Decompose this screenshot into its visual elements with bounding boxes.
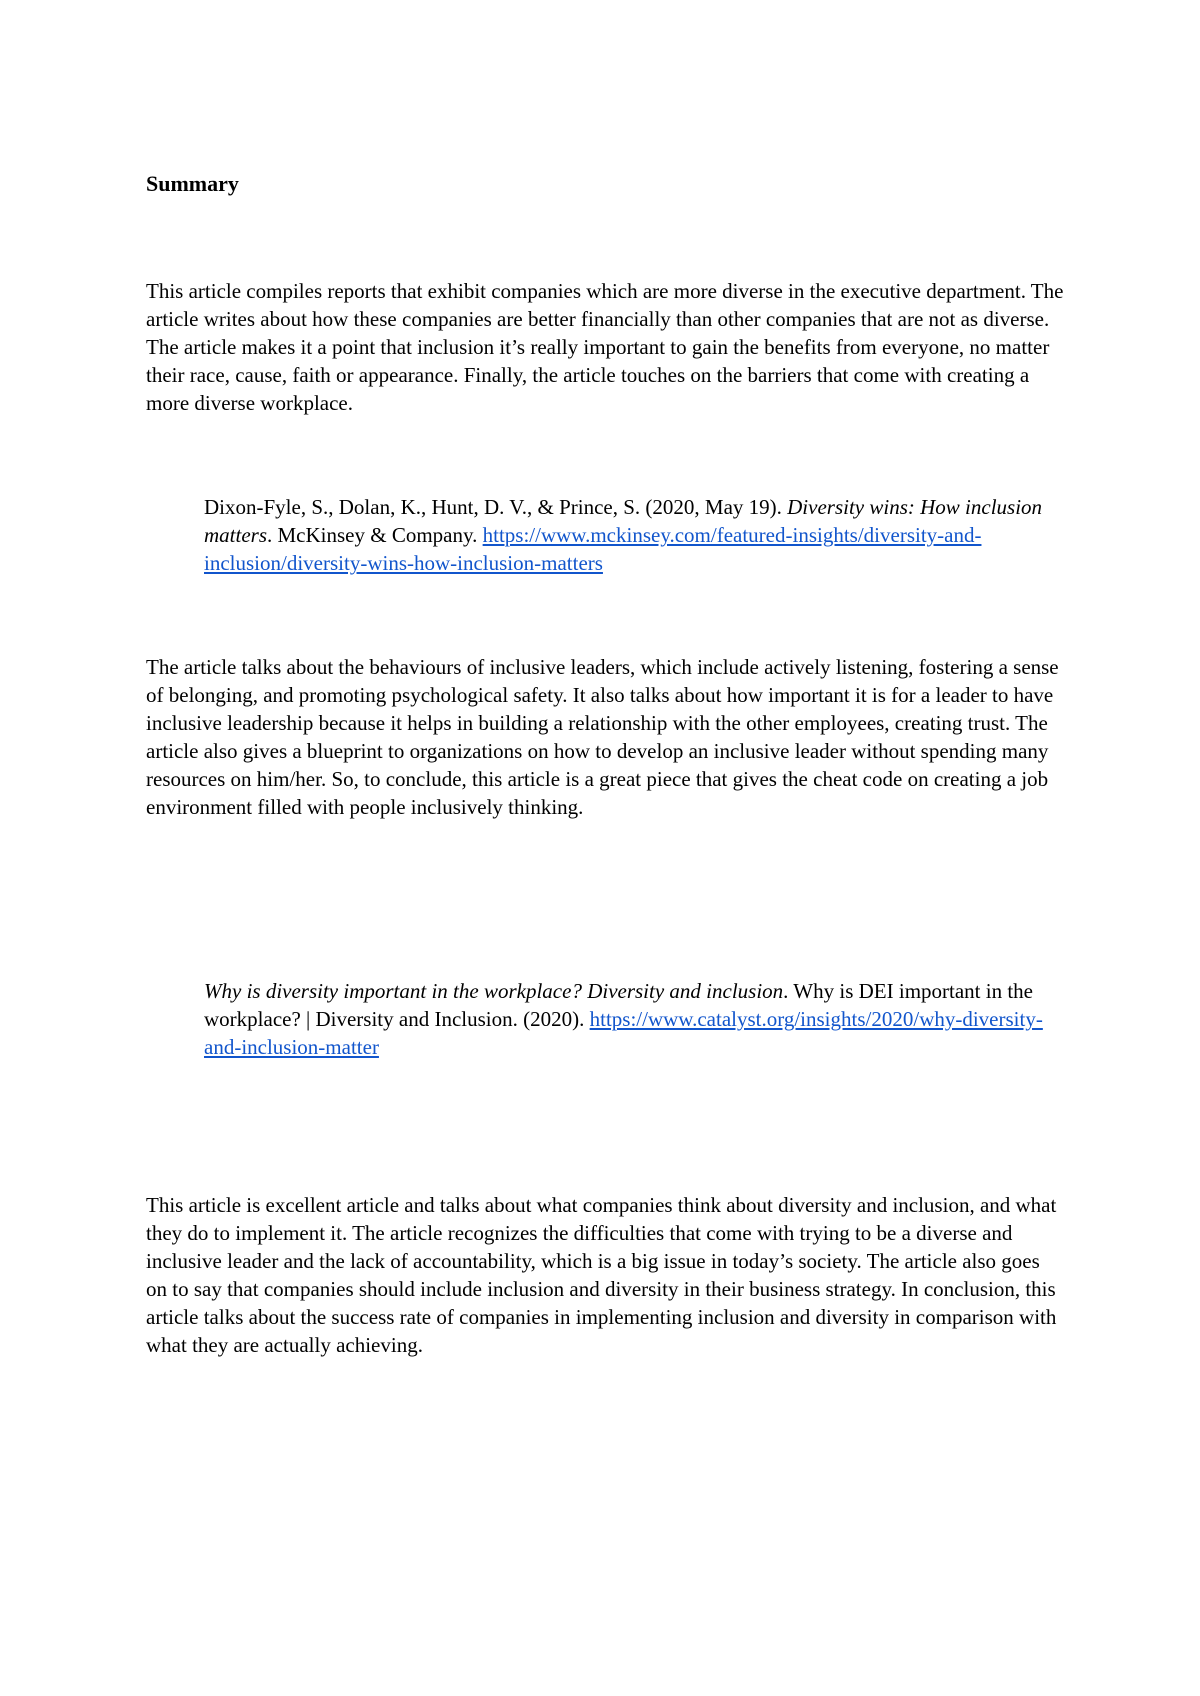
reference-details: . Why is DEI important in the workplace? | Diversity and Inclusion. (2020).	[204, 979, 1033, 1031]
reference-mckinsey	[204, 493, 1064, 577]
reference-link-mckinsey[interactable]: https://www.mckinsey.com/featured-insights/diversity-and-inclusion/diversity-wins-how-inclusion-matters	[204, 523, 982, 575]
reference-link-catalyst[interactable]: https://www.catalyst.org/insights/2020/why-diversity-and-inclusion-matter	[204, 1007, 1043, 1059]
reference-authors: Dixon-Fyle, S., Dolan, K., Hunt, D. V., & Prince, S. (2020, May 19).	[204, 495, 788, 519]
summary-paragraph-1: This article compiles reports that exhibit companies which are more diverse in the executive department. The article writes about how these companies are better financially than other companies that are not as diverse. The article makes it a point that inclusion it’s really important to gain the benefits from everyone, no matter their race, cause, faith or appearance. Finally, the article touches on the barriers that come with creating a more diverse workplace.	[146, 279, 1064, 415]
summary-paragraph-3: This article is excellent article and talks about what companies think about diversity and inclusion, and what they do to implement it. The article recognizes the difficulties that come with trying to be a diverse and inclusive leader and the lack of accountability, which is a big issue in today’s society. The article also goes on to say that companies should include inclusion and diversity in their business strategy. In conclusion, this article talks about the success rate of companies in implementing inclusion and diversity in comparison with what they are actually achieving.	[146, 1193, 1057, 1357]
reference-catalyst	[204, 977, 1064, 1061]
reference-publisher: . McKinsey & Company.	[267, 523, 483, 547]
summary-heading: Summary	[146, 171, 239, 196]
reference-title: Diversity wins: How inclusion matters	[204, 495, 1043, 547]
summary-paragraph-2: The article talks about the behaviours of inclusive leaders, which include actively listening, fostering a sense of belonging, and promoting psychological safety. It also talks about how important it is for a leader to have inclusive leadership because it helps in building a relationship with the other employees, creating trust. The article also gives a blueprint to organizations on how to develop an inclusive leader without spending many resources on him/her. So, to conclude, this article is a great piece that gives the cheat code on creating a job environment filled with people inclusively thinking.	[146, 655, 1059, 819]
reference-title: Why is diversity important in the workplace? Diversity and inclusion	[204, 979, 784, 1003]
